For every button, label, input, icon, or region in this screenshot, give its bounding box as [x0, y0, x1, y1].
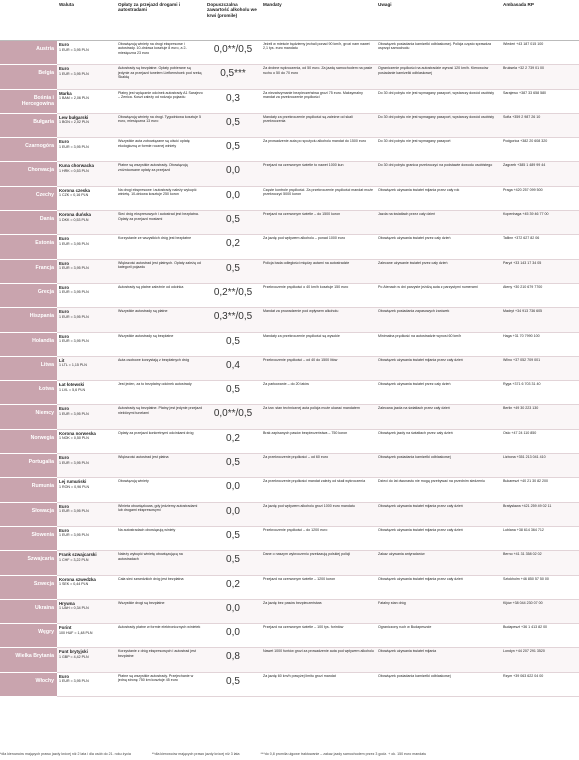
table-row [0, 502, 579, 526]
tolls-cell: Autostrady płatne w formie elektronicznych winietek [116, 624, 205, 648]
table-row [0, 186, 579, 210]
alcohol-limit-cell: 0,2 [205, 235, 261, 259]
embassy-cell: Lizbona +351 213 041 410 [501, 454, 579, 478]
alcohol-limit-cell: 0,5 [205, 551, 261, 575]
table-row [0, 624, 579, 648]
exchange-rate: 1 EUR = 3,95 PLN [59, 266, 89, 271]
currency-cell [57, 478, 116, 502]
currency-name: Lew bułgarski [59, 114, 89, 120]
exchange-rate: 1 HRK = 0,53 PLN [59, 168, 89, 173]
embassy-cell: Sztokholm +46 850 57 50 00 [501, 575, 579, 599]
country-cell: Belgia [0, 65, 57, 89]
currency-name: Marka [59, 90, 72, 96]
embassy-header: Ambasada RP [501, 0, 579, 41]
tolls-cell: Autostrady są bezpłatne. Opłaty pobierane są jedynie za przejazd tunelem Liefkenshoek pod rzeką Skaldą [116, 65, 205, 89]
embassy-cell: Budapeszt +36 1 413 82 00 [501, 624, 579, 648]
notes-cell: Zakaz używania antyradarów [376, 551, 501, 575]
currency-cell [57, 138, 116, 162]
exchange-rate: 1 EUR = 3,95 PLN [59, 241, 89, 246]
notes-cell: Zalecana jazda na światłach przez cały dzień [376, 405, 501, 429]
exchange-rate: 1 NOK = 0,50 PLN [59, 436, 89, 441]
table-row [0, 648, 579, 672]
exchange-rate: 1 EUR = 3,95 PLN [59, 411, 89, 416]
exchange-rate: 1 EUR = 3,95 PLN [59, 509, 89, 514]
country-cell: Wielka Brytania [0, 648, 57, 672]
currency-name: Kuna chorwacka [59, 163, 94, 169]
table-row [0, 89, 579, 113]
alcohol-limit-cell: 0,5 [205, 454, 261, 478]
currency-name: Korona czeska [59, 187, 90, 193]
embassy-cell: Berno +41 31 358 02 02 [501, 551, 579, 575]
footnote: *dla kierowców mających prawo jazdy krócej niż 2 lata i dla osób do 21. roku życia [0, 752, 131, 756]
fines-cell: Za prowadzenie auta po spożyciu alkoholu mandat do 1500 euro [261, 138, 376, 162]
notes-cell: Do 30 dni pobytu nie jest wymagany paszport, wystarczy dowód osobisty [376, 113, 501, 137]
exchange-rate: 1 UAH = 0,34 PLN [59, 606, 89, 611]
alcohol-limit-cell: 0,0**/0,5 [205, 405, 261, 429]
currency-name: Euro [59, 406, 70, 412]
exchange-rate: 1 RON = 0,96 PLN [59, 484, 90, 489]
currency-name: Korona szwedzka [59, 576, 96, 582]
notes-cell: Obowiązek posiadania kamizelki odblaskowej [376, 454, 501, 478]
alcohol-limit-cell: 0,0 [205, 478, 261, 502]
currency-cell [57, 575, 116, 599]
country-cell: Grecja [0, 283, 57, 307]
currency-cell [57, 65, 116, 89]
tolls-cell: Wszystkie autostrady są bezpłatne [116, 332, 205, 356]
fines-cell: Za jazdę pod wpływem alkoholu – ponad 1000 euro [261, 235, 376, 259]
tolls-cell: Należy wykupić winietę obowiązującą na autostradach [116, 551, 205, 575]
fines-header: Mandaty [261, 0, 376, 41]
embassy-cell: Sarajewo +387 33 658 580 [501, 89, 579, 113]
table-row [0, 429, 579, 453]
fines-cell: Przejazd na czerwonym świetle – do 1500 koron [261, 211, 376, 235]
currency-cell [57, 672, 116, 696]
table-row [0, 308, 579, 332]
embassy-cell: Sofia +359 2 987 26 10 [501, 113, 579, 137]
currency-name: Funt brytyjski [59, 649, 88, 655]
currency-name: Euro [59, 260, 70, 266]
table-row [0, 599, 579, 623]
currency-cell [57, 429, 116, 453]
currency-cell [57, 502, 116, 526]
alcohol-limit-cell: 0,5 [205, 672, 261, 696]
country-cell: Litwa [0, 356, 57, 380]
embassy-cell: Kopenhaga +45 39 46 77 00 [501, 211, 579, 235]
alcohol-limit-cell: 0,0 [205, 162, 261, 186]
tolls-cell: Wszystkie drogi są bezpłatne [116, 599, 205, 623]
country-header [0, 0, 57, 41]
fines-cell: Przekroczenie prędkości – od 40 do 1500 litów [261, 356, 376, 380]
currency-cell [57, 162, 116, 186]
tolls-cell: Obowiązują winiety na drogi ekspresowe i autostrady. 10-dniowa kosztuje 8 euro, a 2-miesięczna 23 euro [116, 41, 205, 65]
exchange-rate: 1 LVL = 5,6 PLN [59, 387, 86, 392]
fines-cell: Przekroczenie prędkości o 40 km/h kosztuje 150 euro [261, 283, 376, 307]
table-row [0, 381, 579, 405]
fines-cell: Za drobne wykroczenia, od 50 euro. Za jazdę samochodem na pasie ruchu o 50 do 70 euro [261, 65, 376, 89]
currency-cell [57, 624, 116, 648]
embassy-cell: Wiedeń +43 187 015 100 [501, 41, 579, 65]
exchange-rate: 1 EUR = 3,95 PLN [59, 339, 89, 344]
alcohol-limit-cell: 0,0 [205, 186, 261, 210]
currency-name: Lit [59, 357, 65, 363]
fines-cell: Mandaty za przekroczenie prędkości są wysokie [261, 332, 376, 356]
embassy-cell: Tallinn +372 627 82 06 [501, 235, 579, 259]
embassy-cell: Haga +31 70 7990 100 [501, 332, 579, 356]
exchange-rate: 1 EUR = 3,95 PLN [59, 47, 89, 52]
exchange-rate: 1 SEK = 0,44 PLN [59, 582, 89, 587]
table-row [0, 672, 579, 696]
currency-name: Lej rumuński [59, 479, 87, 485]
notes-cell: Do 30 dni pobytu nie jest wymagany paszport, wystarczy dowód osobisty [376, 89, 501, 113]
currency-name: Korona norweska [59, 430, 96, 436]
tolls-cell: Większość autostrad jest płatnych. Opłaty zależą od kategorii pojazdu [116, 259, 205, 283]
notes-cell: Fatalny stan dróg [376, 599, 501, 623]
embassy-cell: Ateny +30 210 679 7700 [501, 283, 579, 307]
country-cell: Czarnogóra [0, 138, 57, 162]
table-row [0, 478, 579, 502]
fines-cell: Przejazd na czerwonym świetle to nawet 1000 kun [261, 162, 376, 186]
table-row [0, 65, 579, 89]
table-row [0, 575, 579, 599]
fines-cell: Nawet 1000 funtów grozi za prowadzenie auta pod wpływem alkoholu [261, 648, 376, 672]
notes-cell: Obowiązek posiadania kamizelki odblaskowej [376, 672, 501, 696]
currency-cell [57, 41, 116, 65]
currency-name: Euro [59, 139, 70, 145]
fines-cell: Za jazdę 60 km/h powyżej limitu grozi mandat [261, 672, 376, 696]
tolls-header: Opłaty za przejazd drogami i autostradami [116, 0, 205, 41]
tolls-cell: Auta osobowe korzystają z bezpłatnych dróg [116, 356, 205, 380]
footnotes [0, 752, 579, 756]
alcohol-limit-cell: 0,0 [205, 624, 261, 648]
notes-cell: Obowiązek używania świateł mijania przez cały dzień [376, 526, 501, 550]
notes-cell: Obowiązek używania świateł mijania przez cały dzień [376, 502, 501, 526]
fines-cell: Za jazdę pod wpływem alkoholu grozi 1000 euro mandatu [261, 502, 376, 526]
embassy-cell: Madryt +34 913 736 605 [501, 308, 579, 332]
tolls-cell: Autostrady są bezpłatne. Płatny jest jedynie przejazd niektórymi tunelami [116, 405, 205, 429]
embassy-cell: Bruksela +32 2 739 01 00 [501, 65, 579, 89]
country-cell: Słowenia [0, 526, 57, 550]
fines-cell: Mandat za prowadzenie pod wpływem alkoholu [261, 308, 376, 332]
embassy-cell: Zagrzeb +385 1 489 99 44 [501, 162, 579, 186]
currency-cell [57, 235, 116, 259]
notes-cell: Ograniczony ruch w Budapeszcie [376, 624, 501, 648]
notes-cell: Obowiązek posiadania kamizelki odblaskowej. Policja często sprawdza osprzęt samochodu [376, 41, 501, 65]
alcohol-limit-cell: 0,2 [205, 575, 261, 599]
currency-name: Hrywna [59, 600, 75, 606]
tolls-cell: Obowiązują winiety [116, 478, 205, 502]
embassy-cell: Ryga +371 6 703 31 40 [501, 381, 579, 405]
table-row [0, 41, 579, 65]
table-row [0, 356, 579, 380]
embassy-cell: Lublana +38 614 364 712 [501, 526, 579, 550]
tolls-cell: Korzystanie ze wszystkich dróg jest bezpłatne [116, 235, 205, 259]
fines-cell: Brak zapisanych pasów bezpieczeństwa – 750 koron [261, 429, 376, 453]
fines-cell: Częste kontrole prędkości. Za przekroczenie prędkości mandat może przekroczyć 5000 koron [261, 186, 376, 210]
currency-name: Euro [59, 503, 70, 509]
tolls-cell: Jest jeden, za to bezpłatny odcinek autostrady [116, 381, 205, 405]
currency-cell [57, 113, 116, 137]
currency-name: Euro [59, 527, 70, 533]
country-cell: Czechy [0, 186, 57, 210]
fines-cell: Za jazdę bez pasów bezpieczeństwa [261, 599, 376, 623]
table-row [0, 405, 579, 429]
alcohol-limit-cell: 0,0 [205, 502, 261, 526]
embassy-cell: Oslo +47 24 110 850 [501, 429, 579, 453]
currency-name: Euro [59, 333, 70, 339]
currency-cell [57, 186, 116, 210]
country-cell: Ukraina [0, 599, 57, 623]
table-row [0, 551, 579, 575]
exchange-rate: 1 BAM = 2,06 PLN [59, 96, 89, 101]
currency-cell [57, 89, 116, 113]
fines-cell: Przejazd na czerwonym świetle – 1200 koron [261, 575, 376, 599]
tolls-cell: Płatne są wszystkie autostrady. Obowiązują zróżnicowane opłaty za przejazd [116, 162, 205, 186]
tolls-cell: Płatne są wszystkie autostrady. Przejechanie w jedną stronę 750 km kosztuje 45 euro [116, 672, 205, 696]
exchange-rate: 1 EUR = 3,95 PLN [59, 460, 89, 465]
tolls-cell: Korzystanie z dróg ekspresowych i autostrad jest bezpłatne [116, 648, 205, 672]
currency-cell [57, 551, 116, 575]
country-cell: Węgry [0, 624, 57, 648]
currency-name: Euro [59, 673, 70, 679]
table-row [0, 138, 579, 162]
alcohol-limit-cell: 0,5 [205, 211, 261, 235]
tolls-cell: Płatny jest wyłącznie odcinek autostrady A1 Sarajevo – Zenica. Koszt zależy od rodzaju pojazdu [116, 89, 205, 113]
exchange-rate: 1 LTL = 1,15 PLN [59, 363, 87, 368]
notes-cell: Obowiązek używania świateł mijania przez cały dzień [376, 575, 501, 599]
tolls-cell: Cała sieć szwedzkich dróg jest bezpłatna [116, 575, 205, 599]
exchange-rate: 1 CHF = 3,22 PLN [59, 557, 89, 562]
tolls-cell: Wszystkie autostrady są płatne [116, 308, 205, 332]
tolls-cell: Obowiązują winiety na drogi. Tygodniowa kosztuje 5 euro, miesięczna 13 euro [116, 113, 205, 137]
country-cell: Holandia [0, 332, 57, 356]
footnote: ***do 0,8 promila ulgowe traktowanie – zakaz jazdy samochodem przez 3 godz. + ok. 150 euro mandatu [260, 752, 427, 756]
fines-cell: Za niezatrzymanie bezpieczeństwa grozi 75 euro. Maksymalny mandat za przekroczenie prędkości [261, 89, 376, 113]
embassy-cell: Praga +420 257 099 500 [501, 186, 579, 210]
embassy-cell: Rzym +39 063 622 04 00 [501, 672, 579, 696]
currency-cell [57, 211, 116, 235]
exchange-rate: 1 DKK = 0,53 PLN [59, 217, 89, 222]
currency-name: Korona duńska [59, 212, 91, 218]
currency-cell [57, 283, 116, 307]
country-cell: Dania [0, 211, 57, 235]
tolls-cell: Na autostradach obowiązują winiety [116, 526, 205, 550]
notes-cell: Ograniczenie prędkości na autostradzie wynosi 120 km/h. Kierowców posiadanie kamizelki odblaskowej [376, 65, 501, 89]
currency-name: Frank szwajcarski [59, 552, 97, 558]
embassy-cell: Podgorica +382 20 608 320 [501, 138, 579, 162]
embassy-cell: Bukareszt +40 21 30 82 200 [501, 478, 579, 502]
tolls-cell: Sieć dróg ekspresowych i autostrad jest bezpłatna. Opłaty za przejazd mostami [116, 211, 205, 235]
alcohol-limit-cell: 0,3 [205, 89, 261, 113]
currency-cell [57, 648, 116, 672]
embassy-cell: Kijów +38 044 230 07 00 [501, 599, 579, 623]
country-cell: Słowacja [0, 502, 57, 526]
currency-name: Euro [59, 455, 70, 461]
tolls-cell: Na drogi ekspresowe i autostrady należy wykupić winietę. 10-dniowa kosztuje 250 koron [116, 186, 205, 210]
notes-cell: Obowiązek używania świateł mijania przez cały dzień [376, 356, 501, 380]
alcohol-limit-cell: 0,5 [205, 332, 261, 356]
exchange-rate: 1 EUR = 3,95 PLN [59, 533, 89, 538]
alcohol-limit-cell: 0,3**/0,5 [205, 308, 261, 332]
alcohol-limit-cell: 0,5 [205, 259, 261, 283]
notes-cell: Minimalna prędkość na autostradzie wynosi 60 km/h [376, 332, 501, 356]
currency-name: Łat łotewski [59, 382, 85, 388]
currency-cell [57, 599, 116, 623]
fines-cell: Policja bada odległości między autami na autostradzie [261, 259, 376, 283]
notes-cell: Obowiązek używania świateł przez cały dzień [376, 381, 501, 405]
country-cell: Rumunia [0, 478, 57, 502]
table-body [0, 41, 579, 697]
alcohol-limit-cell: 0,5 [205, 138, 261, 162]
embassy-cell: Berlin +49 30 223 130 [501, 405, 579, 429]
table-row [0, 454, 579, 478]
tolls-cell: Opłaty za przejazd konkretnymi odcinkami dróg [116, 429, 205, 453]
alcohol-limit-cell: 0,2 [205, 429, 261, 453]
exchange-rate: 1 EUR = 3,95 PLN [59, 314, 89, 319]
exchange-rate: 100 HUF = 1,48 PLN [59, 630, 93, 635]
currency-name: Euro [59, 236, 70, 242]
fines-cell: Przejazd na czerwonym świetle – 100 tys. forintów [261, 624, 376, 648]
country-cell: Bośnia i Hercegowina [0, 89, 57, 113]
notes-cell: Dzieci do lat dwunastu nie mogą przebywać na przednim siedzeniu [376, 478, 501, 502]
tolls-cell: Większość autostrad jest płatna [116, 454, 205, 478]
fines-cell: Za parkowanie – do 20 latów [261, 381, 376, 405]
exchange-rate: 1 EUR = 3,95 PLN [59, 290, 89, 295]
alcohol-limit-cell: 0,4 [205, 356, 261, 380]
table-row [0, 526, 579, 550]
table-row [0, 283, 579, 307]
fines-cell: Dane o naszym wykroczeniu przekazują polskiej policji [261, 551, 376, 575]
exchange-rate: 1 BGN = 2,02 PLN [59, 120, 89, 125]
notes-cell: Zalecane używanie świateł przez cały dzień [376, 259, 501, 283]
tolls-cell: Wszystkie auta zobowiązane są uiścić opłatę ekologiczną w formie rocznej winiety [116, 138, 205, 162]
currency-cell [57, 259, 116, 283]
fines-cell: Przekroczenie prędkości – do 1200 euro [261, 526, 376, 550]
currency-cell [57, 308, 116, 332]
country-cell: Norwegia [0, 429, 57, 453]
currency-cell [57, 332, 116, 356]
fines-cell: Mandaty za przekroczenie prędkości są zależne od skali przekroczenia [261, 113, 376, 137]
notes-cell: Do 30 dni pobytu nie jest wymagany paszport [376, 138, 501, 162]
alcohol-header: Dopuszczalna zawartość alkoholu we krwi (promile) [205, 0, 261, 41]
exchange-rate: 1 EUR = 3,95 PLN [59, 144, 89, 149]
notes-header: Uwagi [376, 0, 501, 41]
exchange-rate: 1 GBP = 4,42 PLN [59, 654, 89, 659]
currency-cell [57, 405, 116, 429]
alcohol-limit-cell: 0,2**/0,5 [205, 283, 261, 307]
alcohol-limit-cell: 0,5 [205, 526, 261, 550]
notes-cell: Obowiązek jazdy na światłach przez cały dzień [376, 429, 501, 453]
currency-name: Euro [59, 42, 70, 47]
notes-cell: Obowiązek posiadania zapasowych żarówek [376, 308, 501, 332]
country-cell: Chorwacja [0, 162, 57, 186]
table-row [0, 235, 579, 259]
table-header-row [0, 0, 579, 41]
currency-name: Forint [59, 625, 72, 631]
exchange-rate: 1 EUR = 3,95 PLN [59, 679, 89, 684]
country-cell: Austria [0, 41, 57, 65]
country-cell: Szwecja [0, 575, 57, 599]
alcohol-limit-cell: 0,0**/0,5 [205, 41, 261, 65]
alcohol-limit-cell: 0,0 [205, 599, 261, 623]
table-row [0, 162, 579, 186]
notes-cell: Do 30 dni pobytu granica przekroczyć na podstawie dowodu osobistego [376, 162, 501, 186]
alcohol-limit-cell: 0,8 [205, 648, 261, 672]
embassy-cell: Bratysława +421 259 49 02 11 [501, 502, 579, 526]
fines-cell: Za przekroczenie prędkości mandat zależy od skali wykroczenia [261, 478, 376, 502]
notes-cell: Obowiązek używania świateł mijania [376, 648, 501, 672]
notes-cell: Jazda na światłach przez cały dzień [376, 211, 501, 235]
tolls-cell: Autostrady są płatne zależnie od odcinka [116, 283, 205, 307]
country-cell: Niemcy [0, 405, 57, 429]
currency-header: Waluta [57, 0, 116, 41]
currency-name: Euro [59, 309, 70, 315]
currency-cell [57, 454, 116, 478]
alcohol-limit-cell: 0,5*** [205, 65, 261, 89]
notes-cell: Obowiązek używania świateł przez cały dzień [376, 235, 501, 259]
country-cell: Włochy [0, 672, 57, 696]
tolls-cell: Winieta obowiązkowa, gdy jedziemy autostradami lub drogami ekspresowymi [116, 502, 205, 526]
embassy-cell: Londyn +44 207 291 3520 [501, 648, 579, 672]
table-row [0, 259, 579, 283]
alcohol-limit-cell: 0,5 [205, 113, 261, 137]
fines-cell: Za przekroczenie prędkości – od 60 euro [261, 454, 376, 478]
currency-name: Euro [59, 66, 70, 72]
fines-cell: Za tzw. stan technicznej auta policja może ukarać mandatem [261, 405, 376, 429]
country-cell: Portugalia [0, 454, 57, 478]
table-row [0, 211, 579, 235]
alcohol-limit-cell: 0,5 [205, 381, 261, 405]
country-cell: Francja [0, 259, 57, 283]
currency-cell [57, 356, 116, 380]
country-cell: Bułgaria [0, 113, 57, 137]
exchange-rate: 1 CZK = 0,16 PLN [59, 193, 89, 198]
country-cell: Hiszpania [0, 308, 57, 332]
notes-cell: Po Atenach w dni parzyste jeżdżą auta z parzystymi numerami [376, 283, 501, 307]
country-cell: Szwajcaria [0, 551, 57, 575]
table-row [0, 113, 579, 137]
currency-name: Euro [59, 284, 70, 290]
currency-cell [57, 381, 116, 405]
fines-cell: Jeżeli w mieście będziemy jechali ponad 90 km/h, grozi nam nawet 2,1 tys. euro mandatu [261, 41, 376, 65]
country-cell: Estonia [0, 235, 57, 259]
notes-cell: Obowiązek używania świateł mijania przez cały rok [376, 186, 501, 210]
embassy-cell: Paryż +33 143 17 34 05 [501, 259, 579, 283]
footnote: **dla kierowców mających prawo jazdy krócej niż 3 lata [151, 752, 240, 756]
country-cell: Łotwa [0, 381, 57, 405]
table-row [0, 332, 579, 356]
currency-cell [57, 526, 116, 550]
exchange-rate: 1 EUR = 3,95 PLN [59, 71, 89, 76]
embassy-cell: Wilno +37 052 709 001 [501, 356, 579, 380]
